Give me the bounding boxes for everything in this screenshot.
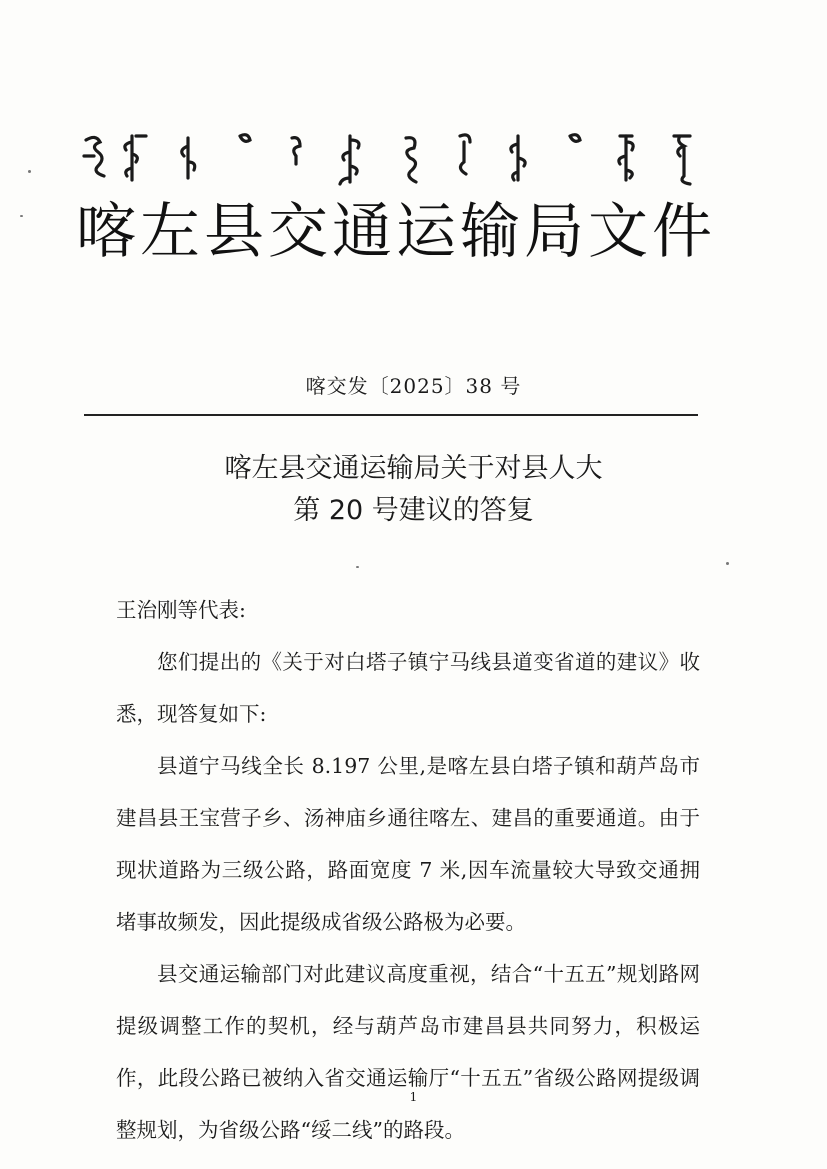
body-paragraph: 您们提出的《关于对白塔子镇宁马线县道变省道的建议》收悉，现答复如下: <box>116 650 700 726</box>
scan-speck <box>20 215 23 217</box>
scan-speck <box>28 170 31 173</box>
body-paragraph: 县交通运输部门对此建议高度重视，结合“十五五”规划路网提级调整工作的契机，经与葫芦岛市建昌县共同努力，积极运作，此段公路已被纳入省交通运输厅“十五五”省级公路网提级调整规划，为省级公路“绥二线”的路段。 <box>116 962 700 1142</box>
mongolian-script-heading <box>80 126 700 190</box>
title-line: 喀左县交通运输局关于对县人大 <box>224 453 603 484</box>
scan-speck <box>356 566 359 568</box>
document-number: 喀交发〔2025〕38 号 <box>305 374 522 398</box>
body-paragraph: 县道宁马线全长 8.197 公里,是喀左县白塔子镇和葫芦岛市建昌县王宝营子乡、汤神庙乡通往喀左、建昌的重要通道。由于现状道路为三级公路，路面宽度 7 米,因车流量较大导致交通拥堵事故频发，因此提级成省级公路极为必要。 <box>116 754 700 934</box>
salutation: 王治刚等代表: <box>116 598 246 622</box>
issuing-authority-header: 喀左县交通运输局文件 <box>76 197 716 267</box>
document-title <box>0 448 827 532</box>
scan-speck <box>726 562 729 565</box>
document-body <box>116 584 700 1156</box>
mongolian-script-glyphs <box>80 126 700 190</box>
header-divider <box>84 414 698 416</box>
page-number: 1 <box>409 1090 418 1104</box>
title-line: 第 20 号建议的答复 <box>293 495 534 526</box>
